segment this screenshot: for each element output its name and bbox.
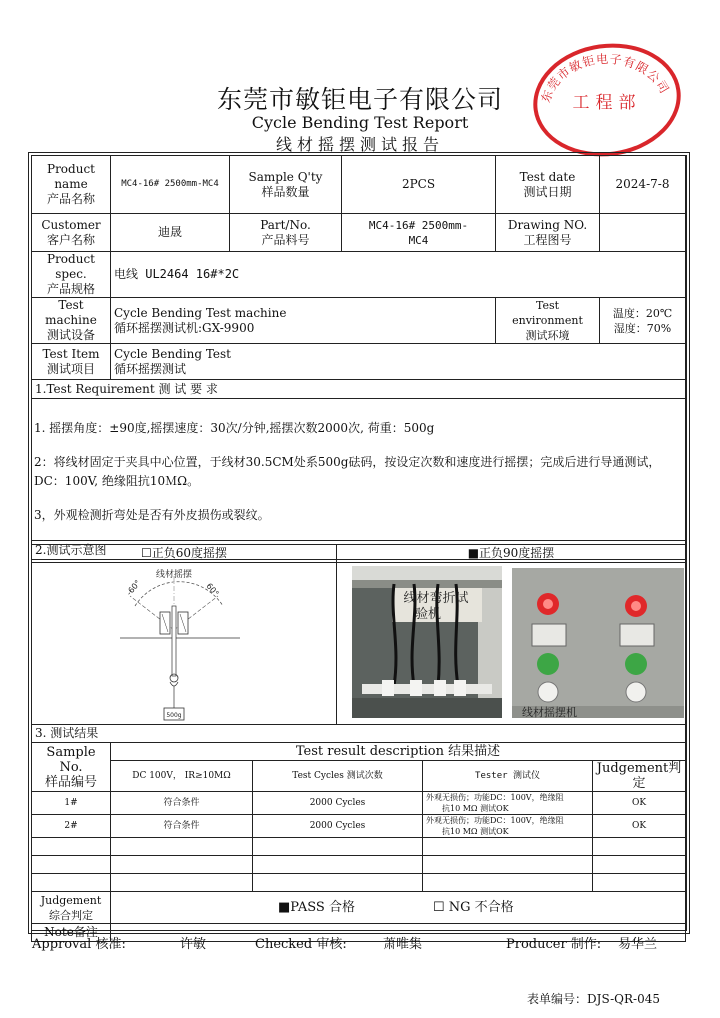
control-panel-photo	[512, 568, 684, 718]
diagram-heading: 2.测试示意图	[32, 541, 686, 560]
env-label: Test environment 测试环境	[496, 298, 600, 344]
requirement-line-1: 1. 摇摆角度：±90度,摇摆速度：30次/分钟,摇摆次数2000次, 荷重：500g	[34, 421, 435, 435]
table-row	[32, 874, 686, 892]
test-machine-photo	[352, 566, 502, 718]
pass-checkbox: ■PASS 合格	[278, 900, 355, 915]
sketch-label: 线材摇摆	[155, 570, 193, 580]
engineering-dept-stamp	[527, 38, 685, 158]
table-row	[32, 792, 686, 815]
result-tester: 外观无损伤；功能DC：100V，绝缘阻 抗10 MΩ 测试OK	[423, 815, 593, 838]
test-date-value: 2024-7-8	[600, 156, 686, 214]
requirement-line-3: 3，外观检测折弯处是否有外皮损伤或裂纹。	[34, 508, 270, 522]
result-sample: 2#	[32, 815, 111, 838]
sample-qty-value: 2PCS	[342, 156, 496, 214]
result-description-header: Test result description 结果描述	[111, 743, 686, 761]
result-dc: 符合条件	[111, 815, 253, 838]
sample-no-label: Sample No. 样品编号	[32, 743, 111, 792]
results-table	[31, 724, 686, 942]
test-date-label: Test date 测试日期	[496, 156, 600, 214]
report-title-cn: 线材摇摆测试报告	[275, 135, 444, 154]
weight-label: 500g	[166, 712, 182, 719]
checked-label: Checked 审核:	[255, 937, 347, 952]
photo-sign-line-2: 验机	[414, 607, 442, 622]
result-sample: 1#	[32, 792, 111, 815]
result-dc: 符合条件	[111, 792, 253, 815]
requirement-heading: 1.Test Requirement 测 试 要 求	[32, 380, 686, 399]
column-judgement: Judgement判定	[593, 761, 686, 792]
customer-label: Customer 客户名称	[32, 214, 111, 252]
table-row	[32, 815, 686, 838]
test-item-label: Test Item 测试项目	[32, 344, 111, 380]
option-60-degree: ☐正负60度摇摆	[32, 545, 337, 563]
spec-value: 电线 UL2464 16#*2C	[111, 252, 686, 298]
test-item-value: Cycle Bending Test 循环摇摆测试	[111, 344, 686, 380]
swing-test-sketch	[110, 566, 260, 722]
part-no-value: MC4-16# 2500mm- MC4	[342, 214, 496, 252]
angle-right-label: 60°	[204, 581, 221, 599]
product-name-value: MC4-16# 2500mm-MC4	[111, 156, 230, 214]
drawing-no-label: Drawing NO. 工程图号	[496, 214, 600, 252]
overall-judgement-value	[111, 892, 686, 924]
spec-label: Product spec. 产品规格	[32, 252, 111, 298]
result-judgement: OK	[593, 815, 686, 838]
drawing-no-value	[600, 214, 686, 252]
info-table	[31, 155, 686, 560]
overall-judgement-label: Judgement 综合判定	[32, 892, 111, 924]
results-heading: 3. 测试结果	[32, 725, 686, 743]
column-cycles: Test Cycles 测试次数	[253, 761, 423, 792]
sample-qty-label: Sample Q'ty 样品数量	[230, 156, 342, 214]
requirement-body	[32, 399, 686, 541]
photo-sign-line-1: 线材弯折试	[403, 591, 469, 606]
approval-name: 许敏	[180, 937, 207, 952]
angle-left-label: -60°	[124, 578, 143, 598]
producer-label: Producer 制作:	[506, 937, 602, 952]
result-cycles: 2000 Cycles	[253, 815, 423, 838]
requirement-line-2b: DC：100V, 绝缘阻抗10ＭΩ。	[34, 474, 200, 488]
stamp-ring-text: 东莞市敏钜电子有限公司	[538, 51, 672, 105]
company-name: 东莞市敏钜电子有限公司	[216, 85, 503, 114]
table-row	[32, 856, 686, 874]
product-name-label: Product name 产品名称	[32, 156, 111, 214]
result-tester: 外观无损伤；功能DC：100V，绝缘阻 抗10 MΩ 测试OK	[423, 792, 593, 815]
producer-name: 易华兰	[618, 937, 658, 952]
customer-value: 迪晟	[111, 214, 230, 252]
ng-checkbox: ☐ NG 不合格	[432, 900, 514, 915]
result-cycles: 2000 Cycles	[253, 792, 423, 815]
checked-name: 萧唯集	[383, 937, 423, 952]
report-title-en: Cycle Bending Test Report	[251, 113, 469, 132]
stamp-center-text: 工程部	[572, 93, 642, 113]
result-judgement: OK	[593, 792, 686, 815]
env-value: 温度：20℃ 湿度：70%	[600, 298, 686, 344]
machine-label: Test machine 测试设备	[32, 298, 111, 344]
column-tester: Tester 测试仪	[423, 761, 593, 792]
table-row	[32, 838, 686, 856]
panel-label: 线材摇摆机	[522, 706, 577, 718]
note-label: Note备注	[32, 924, 111, 942]
option-90-degree: ■正负90度摇摆	[337, 545, 686, 563]
requirement-line-2a: 2：将线材固定于夹具中心位置，于线材30.5CM处系500g砝码，按设定次数和速度进行摇摆；完成后进行导通测试，	[34, 455, 661, 469]
part-no-label: Part/No. 产品料号	[230, 214, 342, 252]
form-number: 表单编号：DJS-QR-045	[527, 992, 660, 1006]
approval-label: Approval 核准:	[32, 937, 126, 952]
column-dc: DC 100V， IR≥10MΩ	[111, 761, 253, 792]
machine-value: Cycle Bending Test machine 循环摇摆测试机:GX-9900	[111, 298, 496, 344]
